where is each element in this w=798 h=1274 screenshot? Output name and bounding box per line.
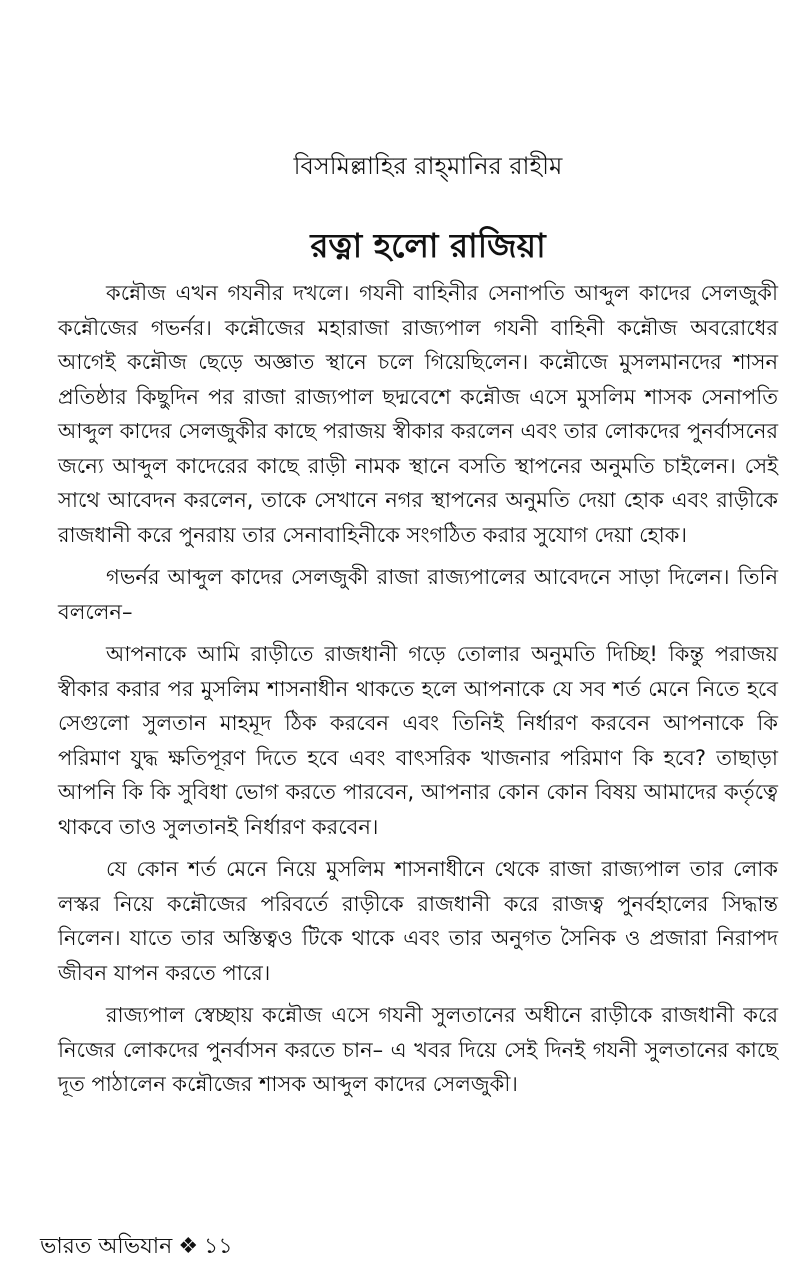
bismillah-heading: বিসমিল্লাহির রাহ্‌মানির রাহীম (293, 152, 563, 180)
footer-book-title: ভারত অভিযান (40, 1234, 173, 1259)
paragraph: গভর্নর আব্দুল কাদের সেলজুকী রাজা রাজ্যপালের আবেদনে সাড়া দিলেন। তিনি বললেন– (58, 565, 778, 624)
quoted-paragraph: আপনাকে আমি রাড়ীতে রাজধানী গড়ে তোলার অনুমতি দিচ্ছি! কিন্তু পরাজয় স্বীকার করার পর মুসলিম শাসনাধীন থাকতে হলে আপনাকে যে সব শর্ত মেনে নিতে হবে সেগুলো সুলতান মাহমূদ ঠিক করবেন এবং তিনিই নির্ধারণ করবেন আপনাকে কি পরিমাণ যুদ্ধ ক্ষতিপূরণ দিতে হবে এবং বাৎসরিক খাজনার পরিমাণ কি হবে? তাছাড়া আপনি কি কি সুবিধা ভোগ করতে পারবেন, আপনার কোন কোন বিষয় আমাদের কর্তৃত্বে থাকবে তাও সুলতানই নির্ধারণ করবেন। (58, 642, 778, 839)
paragraph: রাজ্যপাল স্বেচ্ছায় কন্নৌজ এসে গযনী সুলতানের অধীনে রাড়ীকে রাজধানী করে নিজের লোকদের পুনর্বাসন করতে চান– এ খবর দিয়ে সেই দিনই গযনী সুলতানের কাছে দূত পাঠালেন কন্নৌজের শাসক আব্দুল কাদের সেলজুকী। (58, 1003, 778, 1096)
page-number: ১১ (204, 1234, 233, 1259)
footer-separator-icon: ❖ (178, 1234, 199, 1259)
page-footer (40, 1232, 233, 1262)
body-text (58, 276, 778, 1102)
paragraph: যে কোন শর্ত মেনে নিয়ে মুসলিম শাসনাধীনে থেকে রাজা রাজ্যপাল তার লোক লস্কর নিয়ে কন্নৌজের পরিবর্তে রাড়ীকে রাজধানী করে রাজত্ব পুনর্বহালের সিদ্ধান্ত নিলেন। যাতে তার অস্তিত্বও টিকে থাকে এবং তার অনুগত সৈনিক ও প্রজারা নিরাপদ জীবন যাপন করতে পারে। (58, 857, 778, 985)
chapter-title: রত্না হলো রাজিয়া (310, 226, 546, 265)
paragraph: কন্নৌজ এখন গযনীর দখলে। গযনী বাহিনীর সেনাপতি আব্দুল কাদের সেলজুকী কন্নৌজের গভর্নর। কন্নৌজের মহারাজা রাজ্যপাল গযনী বাহিনী কন্নৌজ অবরোধের আগেই কন্নৌজ ছেড়ে অজ্ঞাত স্থানে চলে গিয়েছিলেন। কন্নৌজে মুসলমানদের শাসন প্রতিষ্ঠার কিছুদিন পর রাজা রাজ্যপাল ছদ্মবেশে কন্নৌজ এসে মুসলিম শাসক সেনাপতি আব্দুল কাদের সেলজুকীর কাছে পরাজয় স্বীকার করলেন এবং তার লোকদের পুনর্বাসনের জন্যে আব্দুল কাদেরের কাছে রাড়ী নামক স্থানে বসতি স্থাপনের অনুমতি চাইলেন। সেই সাথে আবেদন করলেন, তাকে সেখানে নগর স্থাপনের অনুমতি দেয়া হোক এবং রাড়ীকে রাজধানী করে পুনরায় তার সেনাবাহিনীকে সংগঠিত করার সুযোগ দেয়া হোক। (58, 281, 778, 547)
